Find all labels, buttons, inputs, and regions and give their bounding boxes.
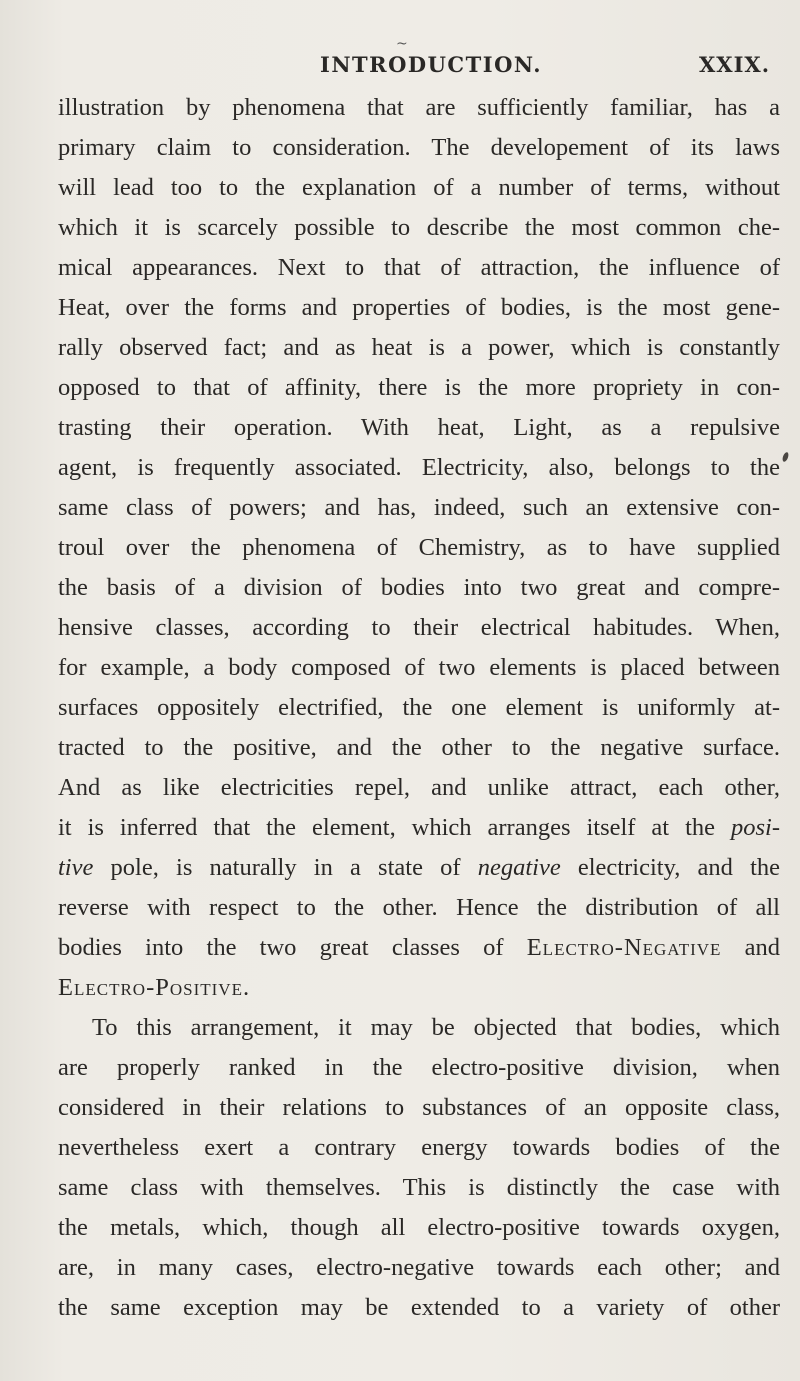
text-run: and [721,934,781,961]
text-run: bodies into the two great classes of [58,934,527,961]
text-line: surfaces oppositely electrified, the one element is uniformly at- [58,694,780,721]
text-line: Heat, over the forms and properties of bodies, is the most gene- [58,294,780,321]
page-number: XXIX. [698,52,770,77]
text-line [58,928,780,968]
text-line: opposed to that of affinity, there is the more propriety in con- [58,374,780,401]
text-line: reverse with respect to the other. Hence the distribution of all [58,894,780,921]
text-line: nevertheless exert a contrary energy towards bodies of the [58,1134,780,1161]
running-head: INTRODUCTION. [320,52,543,77]
text-line [58,968,780,1008]
text-line: primary claim to consideration. The developement of its laws [58,134,780,161]
text-line: the same exception may be extended to a variety of other [58,1294,780,1321]
text-line: the metals, which, though all electro-positive towards oxygen, [58,1214,780,1241]
text-line: for example, a body composed of two elements is placed between [58,654,780,681]
small-caps-run: Electro-Positive. [58,974,251,1001]
text-line: considered in their relations to substances of an opposite class, [58,1094,780,1121]
italic-run: negative [477,854,561,881]
text-line: the basis of a division of bodies into two great and compre- [58,574,780,601]
text-line: illustration by phenomena that are sufficiently familiar, has a [58,94,780,121]
text-line: trasting their operation. With heat, Light, as a repulsive [58,414,780,441]
text-line: mical appearances. Next to that of attraction, the influence of [58,254,780,281]
text-line: which it is scarcely possible to describe the most common che- [58,214,780,241]
small-caps-run: Electro-Negative [526,934,722,961]
italic-run: tive [58,854,94,881]
text-line: same class of powers; and has, indeed, such an extensive con- [58,494,780,521]
text-line: hensive classes, according to their electrical habitudes. When, [58,614,780,641]
text-run: it is inferred that the element, which arranges itself at the [58,814,731,841]
text-run: electricity, and the [560,854,780,881]
text-line: same class with themselves. This is distinctly the case with [58,1174,780,1201]
body-text [58,88,780,1328]
text-line: troul over the phenomena of Chemistry, as to have supplied [58,534,780,561]
text-line: agent, is frequently associated. Electricity, also, belongs to the [58,454,780,481]
page-header [0,52,800,82]
text-line: rally observed fact; and as heat is a power, which is constantly [58,334,780,361]
text-line: are properly ranked in the electro-positive division, when [58,1054,780,1081]
printer-mark: ~ [396,36,408,52]
text-line: And as like electricities repel, and unlike attract, each other, [58,774,780,801]
text-line: To this arrangement, it may be objected that bodies, which [92,1014,780,1041]
text-line: will lead too to the explanation of a number of terms, without [58,174,780,201]
text-line: are, in many cases, electro-negative towards each other; and [58,1254,780,1281]
text-run: pole, is naturally in a state of [93,854,478,881]
text-line [58,808,780,848]
text-line [58,848,780,888]
italic-run: posi- [731,814,780,841]
ink-speck [781,451,789,462]
text-line: tracted to the positive, and the other to the negative surface. [58,734,780,761]
